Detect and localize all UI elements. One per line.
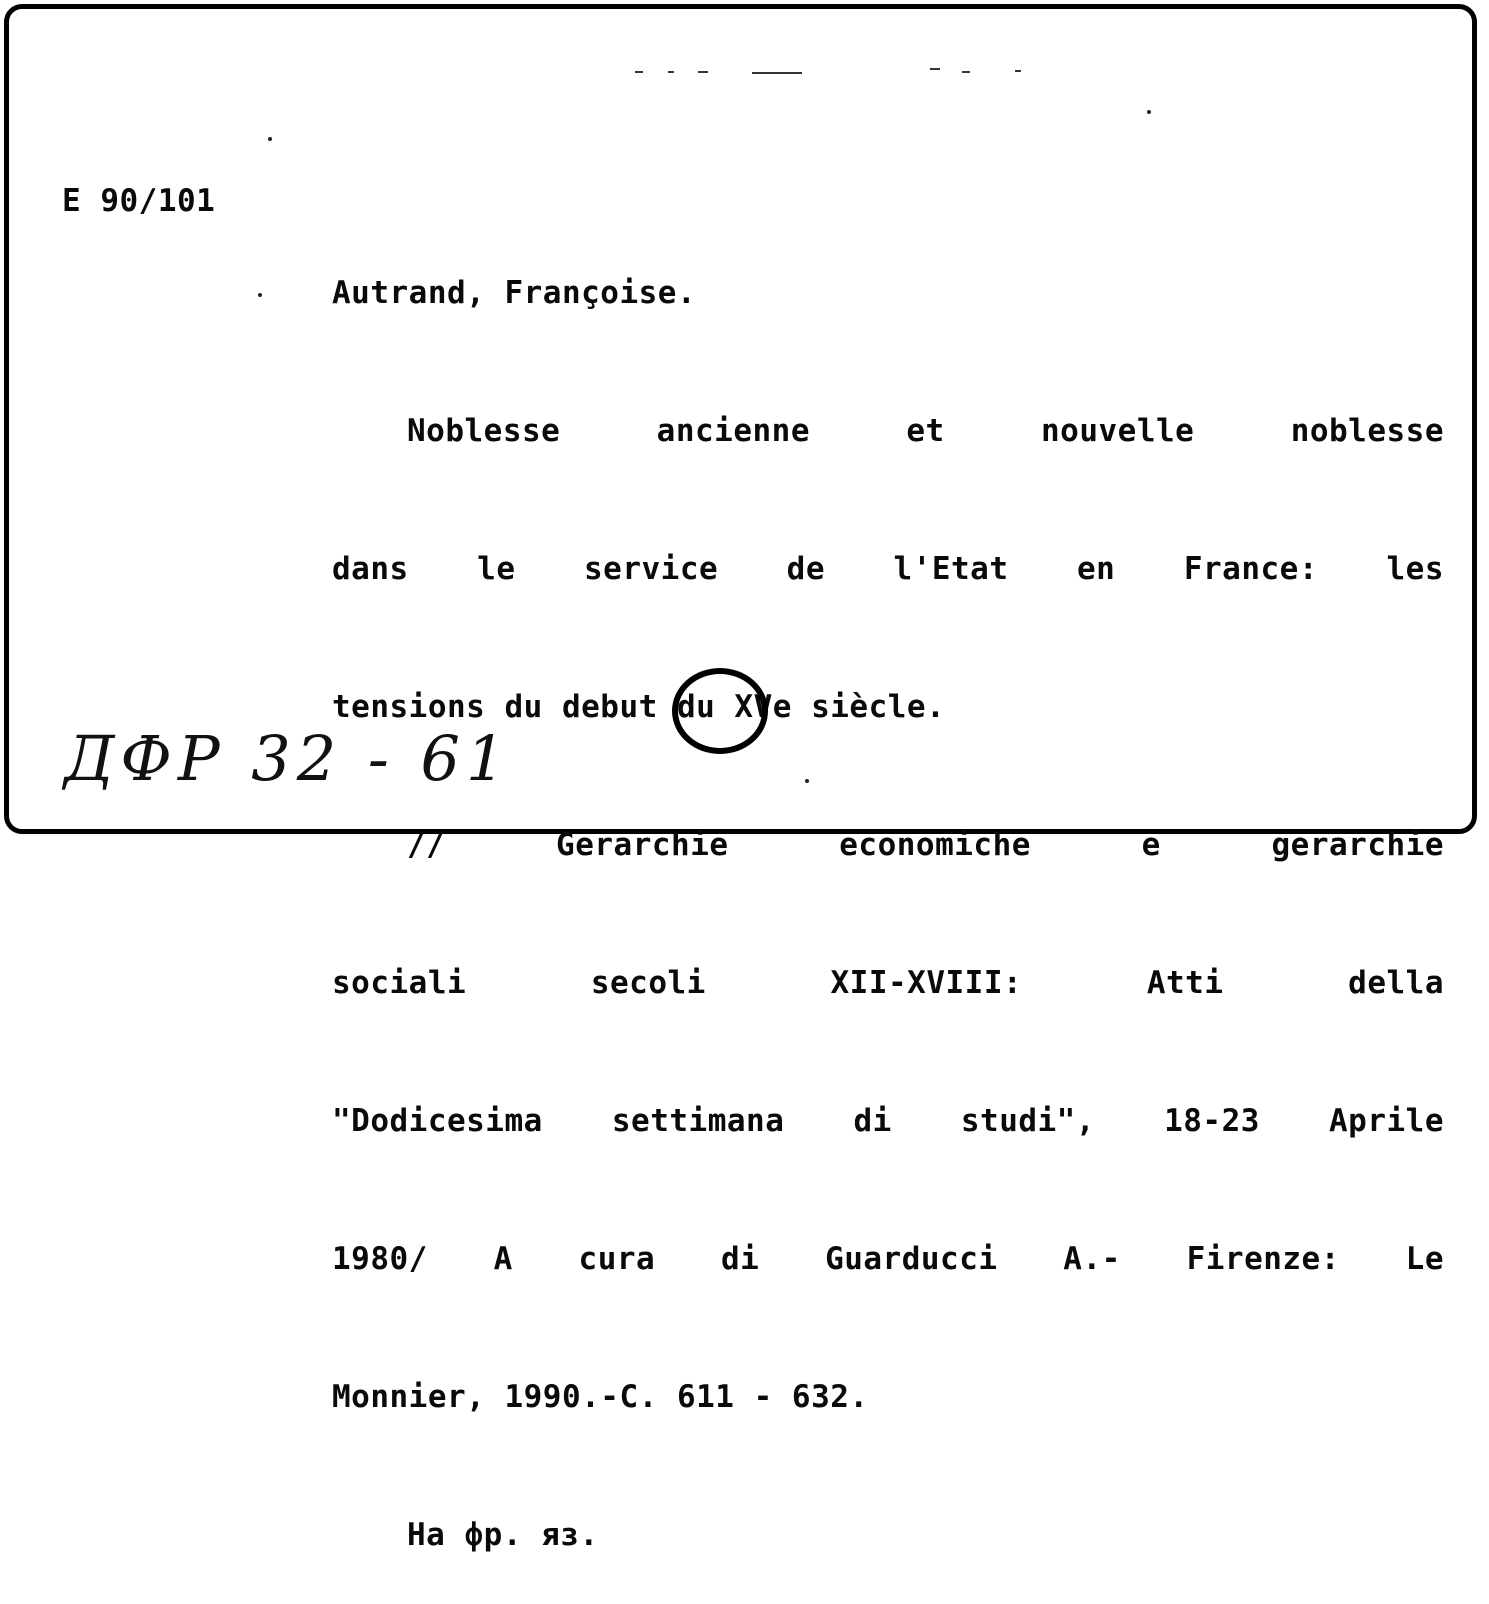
smudge (668, 71, 674, 73)
language-note: На фр. яз. (407, 1517, 599, 1553)
smudge (930, 68, 940, 70)
smudge (962, 71, 970, 73)
smudge (1015, 70, 1021, 72)
smudge (635, 71, 643, 73)
title-line-3: tensions du debut du XVe siècle. (332, 689, 946, 725)
title-line-1: Noblesse ancienne et nouvelle noblesse (407, 413, 1444, 449)
smudge (698, 71, 708, 73)
source-line-3: "Dodicesima settimana di studi", 18-23 Aprile (332, 1103, 1444, 1139)
speck (1147, 110, 1151, 114)
shelfmark: E 90/101 (62, 183, 216, 219)
smudge (752, 72, 802, 74)
speck (258, 293, 262, 297)
source-line-2: sociali secoli XII-XVIII: Atti della (332, 965, 1444, 1001)
source-line-5: Monnier, 1990.-C. 611 - 632. (332, 1379, 869, 1415)
speck (268, 137, 272, 141)
bibliographic-entry (332, 178, 1444, 1604)
handwritten-code: ДФР 32 - 61 (64, 722, 512, 795)
punch-hole (672, 668, 768, 754)
author-heading: Autrand, Françoise. (332, 275, 697, 311)
title-line-2: dans le service de l'Etat en France: les (332, 551, 1444, 587)
source-line-1: // Gerarchie economiche e gerarchie (407, 827, 1444, 863)
source-line-4: 1980/ A cura di Guarducci A.- Firenze: Le (332, 1241, 1444, 1277)
